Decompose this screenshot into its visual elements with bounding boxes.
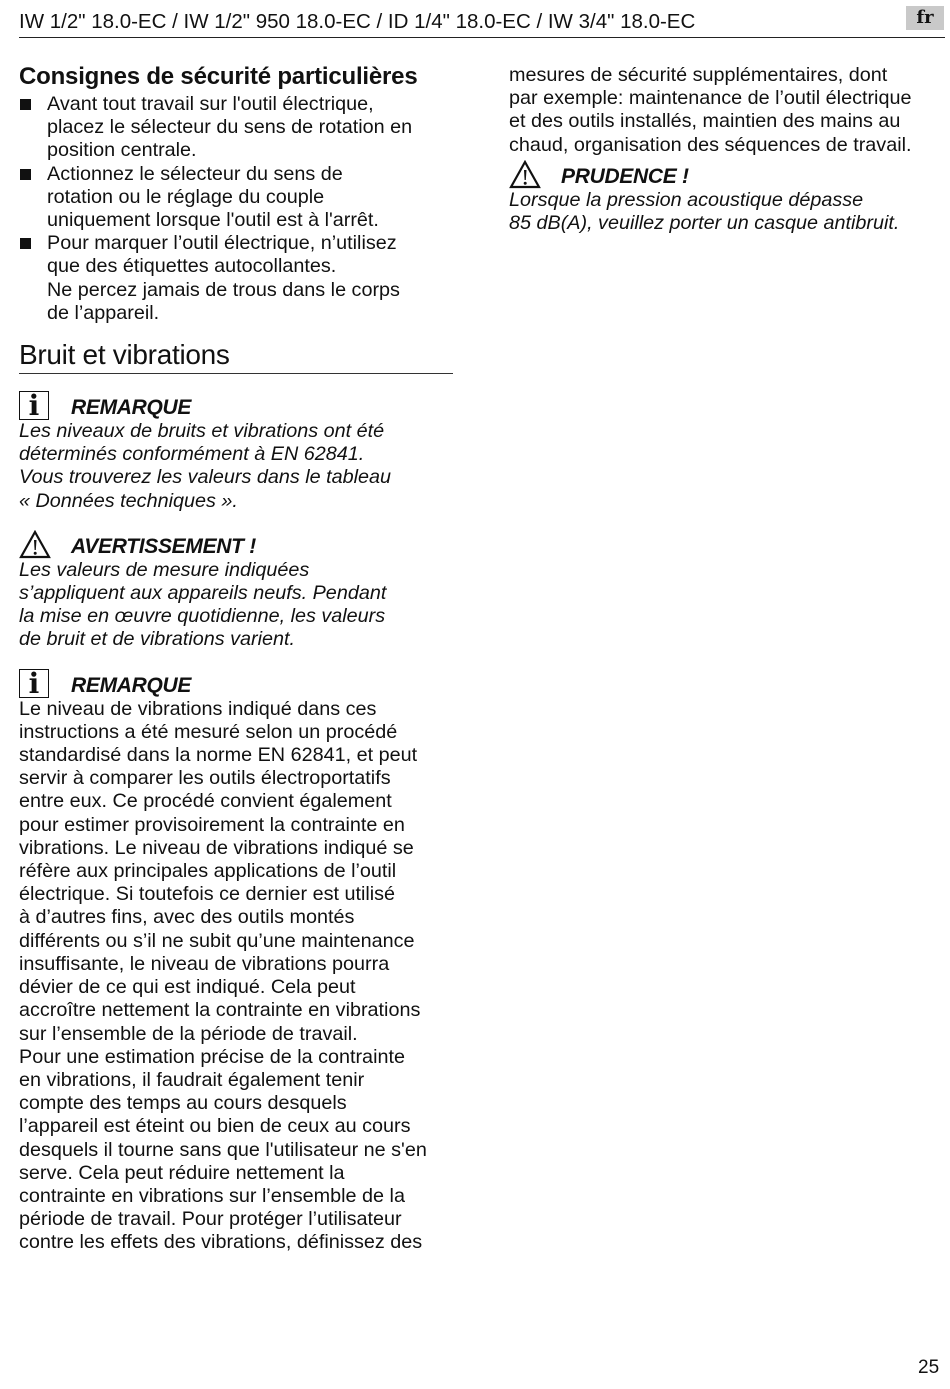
remark-notice <box>19 388 453 513</box>
safety-item <box>19 163 453 233</box>
body-line: réfère aux principales applications de l’outil <box>19 860 397 883</box>
warning-triangle-icon <box>509 160 541 189</box>
notice-label: REMARQUE <box>71 396 192 420</box>
body-line: accroître nettement la contrainte en vibrations <box>19 999 421 1022</box>
left-column <box>19 62 453 1255</box>
language-badge: fr <box>906 6 944 30</box>
document-header-title: IW 1/2" 18.0-EC / IW 1/2" 950 18.0-EC / ID 1/4" 18.0-EC / IW 3/4" 18.0-EC <box>19 10 696 33</box>
body-line: par exemple: maintenance de l’outil électrique <box>509 87 912 110</box>
warning-notice <box>19 527 453 652</box>
notice-line: « Données techniques ». <box>19 489 238 512</box>
safety-item-line: rotation ou le réglage du couple <box>47 185 325 208</box>
body-line: contre les effets des vibrations, définissez des <box>19 1231 423 1254</box>
body-line: servir à comparer les outils électroportatifs <box>19 767 391 790</box>
notice-line: de bruit et de vibrations varient. <box>19 628 295 651</box>
safety-item <box>19 232 453 325</box>
notice-line: s’appliquent aux appareils neufs. Pendant <box>19 582 387 605</box>
body-line: compte des temps au cours desquels <box>19 1092 347 1115</box>
square-bullet-icon <box>20 238 31 249</box>
body-line: insuffisante, le niveau de vibrations pourra <box>19 952 390 975</box>
body-line: électrique. Si toutefois ce dernier est utilisé <box>19 883 396 906</box>
notice-line: Les niveaux de bruits et vibrations ont été <box>19 420 385 443</box>
body-line: contrainte en vibrations sur l’ensemble de la <box>19 1184 405 1207</box>
body-line: chaud, organisation des séquences de travail. <box>509 133 912 156</box>
square-bullet-icon <box>20 99 31 110</box>
safety-item-line: de l’appareil. <box>47 301 160 324</box>
body-line: l’appareil est éteint ou bien de ceux au cours <box>19 1115 411 1138</box>
body-line: période de travail. Pour protéger l’utilisateur <box>19 1208 402 1231</box>
body-line: entre eux. Ce procédé convient également <box>19 790 392 813</box>
safety-item-line: que des étiquettes autocollantes. <box>47 255 337 278</box>
body-line: dévier de ce qui est indiqué. Cela peut <box>19 976 356 999</box>
header-divider <box>19 37 945 38</box>
notice-header <box>509 157 949 189</box>
notice-line: 85 dB(A), veuillez porter un casque antibruit. <box>509 212 900 235</box>
body-line: sur l’ensemble de la période de travail. <box>19 1022 358 1045</box>
body-line: et des outils installés, maintien des mains au <box>509 110 901 133</box>
right-column <box>509 64 949 235</box>
info-icon: i <box>19 669 49 698</box>
warning-triangle-icon <box>19 530 51 559</box>
remark-notice <box>19 666 453 1255</box>
page-number: 25 <box>918 1357 940 1378</box>
safety-item-line: uniquement lorsque l'outil est à l'arrêt. <box>47 209 379 232</box>
notice-label: PRUDENCE ! <box>561 164 689 188</box>
body-line: standardisé dans la norme EN 62841, et peut <box>19 744 418 767</box>
section-divider <box>19 373 453 374</box>
body-line: Pour une estimation précise de la contrainte <box>19 1045 405 1068</box>
body-line: à d’autres fins, avec des outils montés <box>19 906 355 929</box>
body-line: différents ou s’il ne subit qu’une maintenance <box>19 929 415 952</box>
notice-line: Vous trouverez les valeurs dans le tableau <box>19 466 392 489</box>
body-line: mesures de sécurité supplémentaires, dont <box>509 64 888 86</box>
safety-item-line: Avant tout travail sur l'outil électrique, <box>47 93 374 115</box>
square-bullet-icon <box>20 169 31 180</box>
safety-item-line: placez le sélecteur du sens de rotation en <box>47 116 413 139</box>
notice-header <box>19 388 453 423</box>
notice-line: Lorsque la pression acoustique dépasse <box>509 188 864 211</box>
safety-item-line: Actionnez le sélecteur du sens de <box>47 162 343 185</box>
notice-header <box>19 666 453 698</box>
info-icon: i <box>19 391 49 420</box>
safety-item-line: Ne percez jamais de trous dans le corps <box>47 278 400 301</box>
body-line: instructions a été mesuré selon un procédé <box>19 720 398 743</box>
body-line: pour estimer provisoirement la contrainte en <box>19 813 405 836</box>
notice-label: AVERTISSEMENT ! <box>71 534 256 558</box>
caution-notice <box>509 157 949 235</box>
body-line: desquels il tourne sans que l'utilisateur ne s'en <box>19 1138 427 1161</box>
body-line: Le niveau de vibrations indiqué dans ces <box>19 697 377 720</box>
body-line: vibrations. Le niveau de vibrations indiqué se <box>19 836 414 859</box>
noise-vibration-heading: Bruit et vibrations <box>19 339 230 371</box>
notice-label: REMARQUE <box>71 673 192 697</box>
notice-line: déterminés conformément à EN 62841. <box>19 443 365 466</box>
body-line: en vibrations, il faudrait également tenir <box>19 1068 365 1091</box>
safety-item-line: position centrale. <box>47 139 197 162</box>
notice-line: la mise en œuvre quotidienne, les valeurs <box>19 605 386 628</box>
notice-line: Les valeurs de mesure indiquées <box>19 558 310 581</box>
notice-header <box>19 527 453 559</box>
body-line: serve. Cela peut réduire nettement la <box>19 1161 345 1184</box>
safety-item <box>19 93 453 163</box>
safety-list <box>19 93 453 325</box>
safety-item-line: Pour marquer l’outil électrique, n’utilisez <box>47 232 397 255</box>
safety-heading: Consignes de sécurité particulières <box>19 63 418 90</box>
